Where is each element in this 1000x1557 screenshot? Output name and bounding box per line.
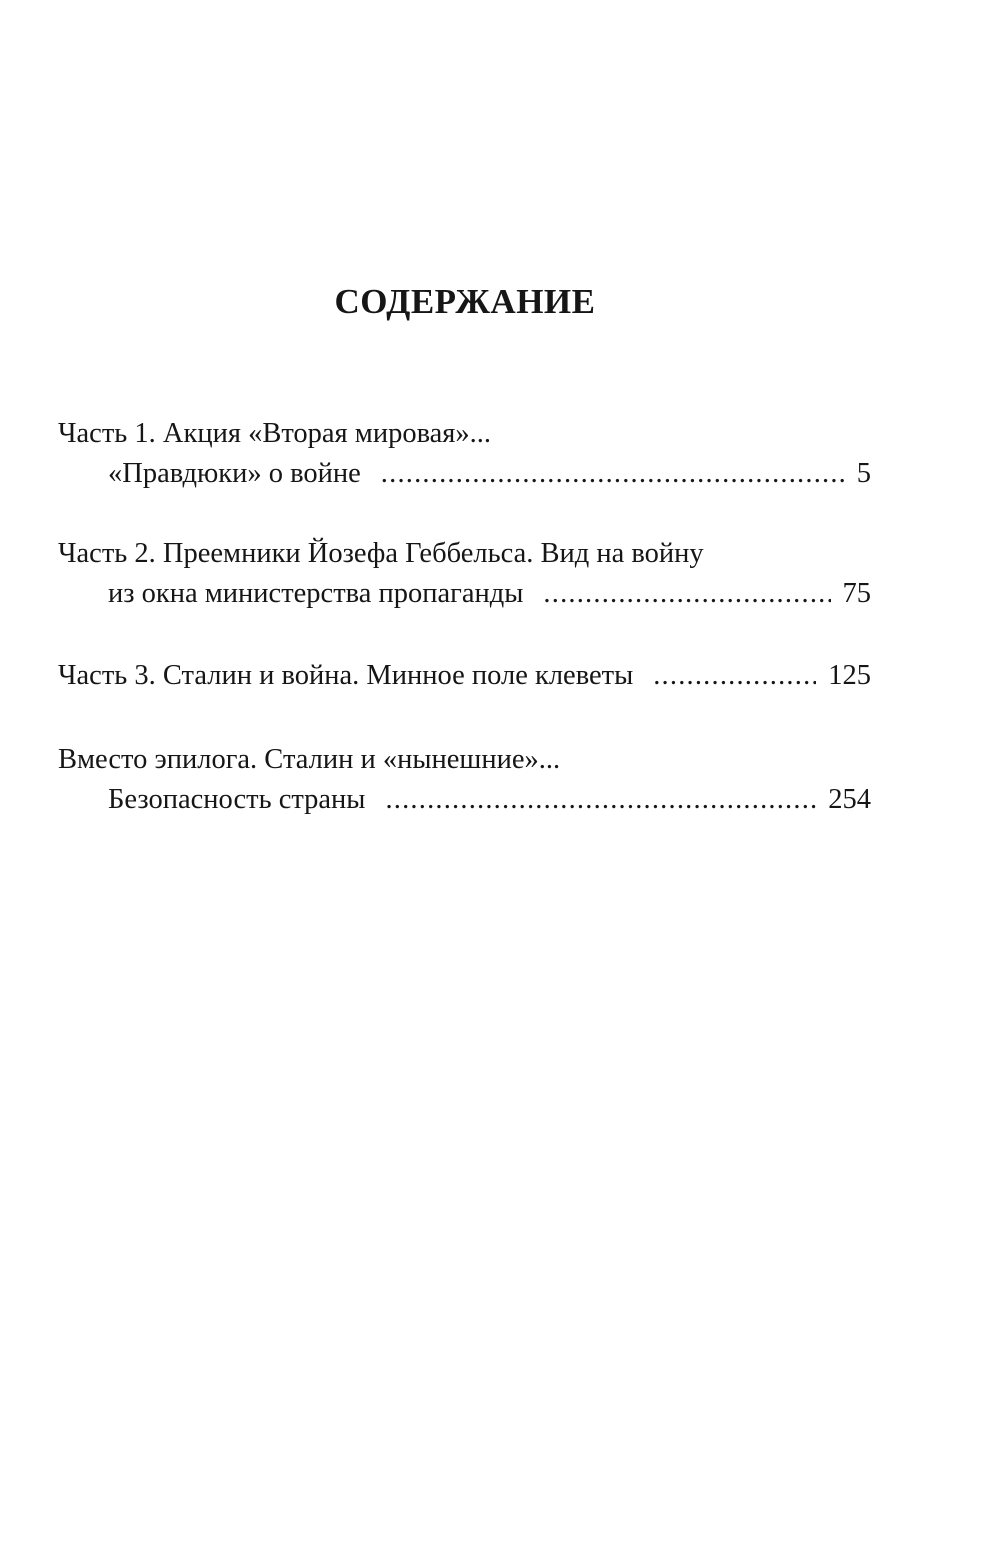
toc-page-number: 254: [828, 784, 871, 815]
toc-entry-subtitle: Безопасность страны: [108, 784, 366, 815]
dot-leader: [653, 656, 816, 696]
toc-entry-title: Часть 3. Сталин и война. Минное поле клеветы: [58, 660, 634, 691]
toc-entry-subtitle: «Правдюки» о войне: [108, 458, 361, 489]
toc-entry-second-line: [58, 780, 871, 820]
dot-leader: [385, 780, 816, 820]
toc-entry-first-line: [58, 534, 871, 574]
toc-entry-subtitle: из окна министерства пропаганды: [108, 578, 524, 609]
toc-page-number: 75: [842, 578, 871, 609]
toc-entry-part-1[interactable]: [58, 414, 871, 494]
dot-leader: [381, 454, 845, 494]
toc-entry-first-line: [58, 656, 871, 696]
toc-entry-title: Часть 1. Акция «Вторая мировая»...: [58, 418, 492, 449]
toc-entry-second-line: [58, 454, 871, 494]
toc-entry-part-3[interactable]: [58, 656, 871, 696]
dot-leader: [543, 574, 830, 614]
toc-entry-second-line: [58, 574, 871, 614]
page-title: СОДЕРЖАНИЕ: [334, 282, 596, 321]
toc-entry-epilogue[interactable]: [58, 740, 871, 820]
toc-entry-title: Часть 2. Преемники Йозефа Геббельса. Вид на войну: [58, 538, 704, 569]
toc-entry-first-line: [58, 414, 871, 454]
toc-entry-title: Вместо эпилога. Сталин и «нынешние»...: [58, 744, 561, 775]
toc-entry-first-line: [58, 740, 871, 780]
toc-entry-part-2[interactable]: [58, 534, 871, 614]
toc-page-number: 5: [856, 458, 871, 489]
toc-page-number: 125: [828, 660, 871, 691]
